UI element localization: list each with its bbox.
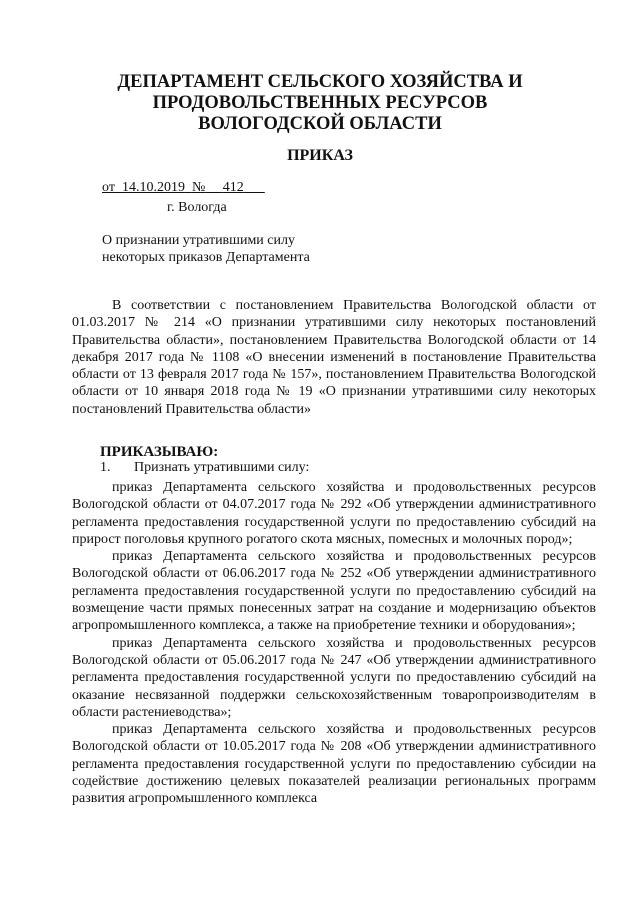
list-item: приказ Департамента сельского хозяйства и продовольственных ресурсов Вологодской области от 10.05.2017 года № 208 «Об утверждении административного регламента предоставления государственной услуги по предоставлению субсидии на содействие достижению целевых показателей реализации региональных программ развития агропромышленного комплекса bbox=[72, 722, 596, 807]
document-number: 412 bbox=[222, 180, 244, 195]
preamble-paragraph: В соответствии с постановлением Правительства Вологодской области от 01.03.2017 № 214 «О признании утратившими силу некоторых постановлений Правительства области», постановлением Правительства Вологодской области от 14 декабря 2017 года № 1108 «О внесении изменений в постановление Правительства области от 13 февраля 2017 года № 157», постановлением Правительства Вологодской области от 10 января 2018 года № 19 «О признании утратившими силу некоторых постановлений Правительства области» bbox=[72, 298, 596, 417]
subject-line-2: некоторых приказов Департамента bbox=[102, 250, 310, 265]
city: г. Вологда bbox=[167, 200, 227, 215]
document-subject bbox=[102, 232, 310, 266]
order-item-1 bbox=[100, 460, 309, 476]
org-line-2: ПРОДОВОЛЬСТВЕННЫХ РЕСУРСОВ bbox=[152, 93, 488, 113]
revoked-orders-list bbox=[72, 479, 596, 808]
organization-heading bbox=[0, 72, 640, 135]
list-item: приказ Департамента сельского хозяйства и продовольственных ресурсов Вологодской области от 04.07.2017 года № 292 «Об утверждении административного регламента предоставления государственной услуги по предоставлению субсидий на прирост поголовья крупного рогатого скота мясных, помесных и молочных пород»; bbox=[72, 480, 596, 547]
number-prefix: № bbox=[191, 180, 206, 195]
subject-line-1: О признании утратившими силу bbox=[102, 233, 295, 248]
item-number: 1. bbox=[100, 460, 111, 475]
date-number-line bbox=[102, 180, 265, 196]
org-line-1: ДЕПАРТАМЕНТ СЕЛЬСКОГО ХОЗЯЙСТВА И bbox=[117, 72, 523, 92]
org-line-3: ВОЛОГОДСКОЙ ОБЛАСТИ bbox=[198, 114, 442, 134]
document-date: 14.10.2019 bbox=[121, 180, 185, 195]
list-item: приказ Департамента сельского хозяйства и продовольственных ресурсов Вологодской области от 05.06.2017 года № 247 «Об утверждении административного регламента предоставления государственной услуги по предоставлению субсидий на оказание несвязанной поддержки сельскохозяйственным товаропроизводителям в области растениеводства»; bbox=[72, 635, 596, 720]
item-text: Признать утратившими силу: bbox=[134, 460, 310, 475]
order-heading: ПРИКАЗЫВАЮ: bbox=[100, 444, 219, 460]
date-prefix: от bbox=[102, 180, 115, 195]
list-item: приказ Департамента сельского хозяйства и продовольственных ресурсов Вологодской области от 06.06.2017 года № 252 «Об утверждении административного регламента предоставления государственной услуги по предоставлению субсидий на возмещение части прямых понесенных затрат на создание и модернизацию объектов агропромышленного комплекса, а также на приобретение техники и оборудования»; bbox=[72, 549, 596, 634]
document-type: ПРИКАЗ bbox=[287, 147, 353, 164]
